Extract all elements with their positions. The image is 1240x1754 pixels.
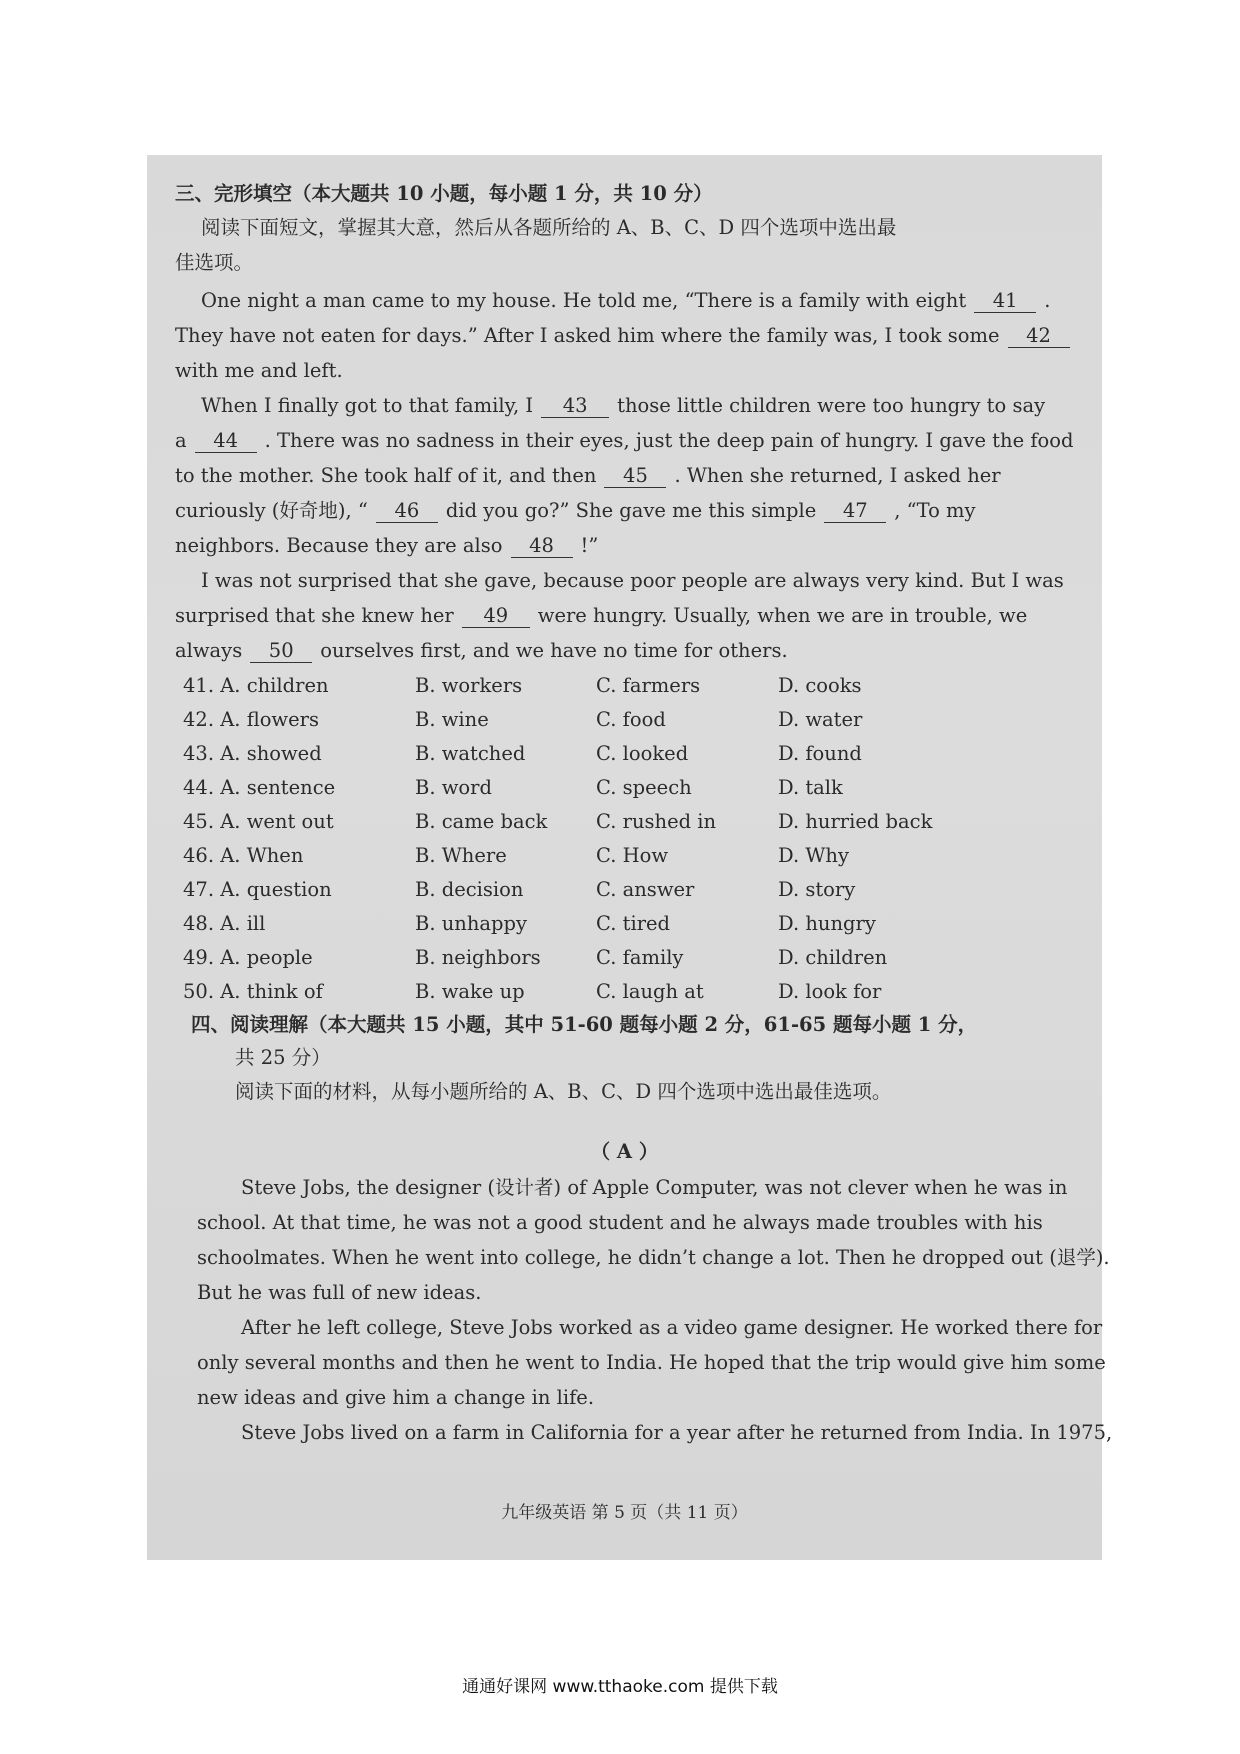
passage-text: They have not eaten for days.” After I asked him where the family was, I took some: [175, 324, 1000, 347]
option-c: C. speech: [596, 776, 692, 799]
option-c: C. rushed in: [596, 810, 717, 833]
blank-47: 47: [824, 500, 886, 523]
passage-line: [175, 603, 1027, 629]
section-4-heading: 四、阅读理解（本大题共 15 小题，其中 51-60 题每小题 2 分，61-65 题每小题 1 分，: [191, 1013, 978, 1036]
blank-42: 42: [1008, 325, 1070, 348]
option-d: D. story: [778, 878, 856, 901]
passage-line: [201, 393, 1045, 419]
option-c: C. food: [596, 708, 666, 731]
passage-text: did you go?” She gave me this simple: [445, 499, 817, 522]
passage-text: I was not surprised that she gave, because poor people are always very kind. But I was: [201, 569, 1064, 592]
reading-text: school. At that time, he was not a good student and he always made troubles with his: [197, 1211, 1043, 1234]
page-number: 九年级英语 第 5 页（共 11 页）: [501, 1503, 748, 1523]
option-a: 41. A. children: [183, 674, 329, 697]
reading-text: But he was full of new ideas.: [197, 1281, 482, 1304]
option-b: B. watched: [415, 742, 526, 765]
passage-line: [175, 323, 1078, 349]
passage-text: were hungry. Usually, when we are in trouble, we: [537, 604, 1028, 627]
option-b: B. wine: [415, 708, 489, 731]
option-d: D. hungry: [778, 912, 876, 935]
option-d: D. talk: [778, 776, 843, 799]
option-b: B. unhappy: [415, 912, 528, 935]
passage-line: One night a man came to my house. He told me, “There is a family with eight 41 .: [201, 289, 1051, 312]
section-4-instruction: 阅读下面的材料，从每小题所给的 A、B、C、D 四个选项中选出最佳选项。: [235, 1080, 892, 1103]
reading-text: only several months and then he went to India. He hoped that the trip would give him some: [197, 1351, 1106, 1374]
blank-46: 46: [376, 500, 438, 523]
option-d: D. found: [778, 742, 862, 765]
passage-text: When I finally got to that family, I: [201, 394, 534, 417]
passage-text: curiously (好奇地), “: [175, 499, 368, 522]
passage-text: a: [175, 429, 187, 452]
option-b: B. workers: [415, 674, 523, 697]
option-a: 44. A. sentence: [183, 776, 336, 799]
passage-line: [175, 498, 976, 524]
passage-text: !”: [580, 534, 599, 557]
option-a: 47. A. question: [183, 878, 332, 901]
option-d: D. children: [778, 946, 888, 969]
option-a: 43. A. showed: [183, 742, 322, 765]
reading-text: After he left college, Steve Jobs worked as a video game designer. He worked there for: [241, 1316, 1103, 1339]
section-3-heading: 三、完形填空（本大题共 10 小题，每小题 1 分，共 10 分）: [175, 182, 713, 205]
section-3-instruction-1: 阅读下面短文，掌握其大意，然后从各题所给的 A、B、C、D 四个选项中选出最: [201, 216, 897, 239]
passage-text: those little children were too hungry to say: [617, 394, 1046, 417]
passage-text: with me and left.: [175, 359, 343, 382]
reading-text: schoolmates. When he went into college, he didn’t change a lot. Then he dropped out (退学).: [197, 1246, 1110, 1269]
exam-page-scan: [147, 155, 1113, 1560]
passage-line: [175, 638, 788, 664]
option-c: C. answer: [596, 878, 695, 901]
reading-text: Steve Jobs, the designer (设计者) of Apple Computer, was not clever when he was in: [241, 1176, 1068, 1199]
blank-48: 48: [511, 535, 573, 558]
passage-text: always: [175, 639, 243, 662]
blank-43: 43: [541, 395, 609, 418]
option-a: 50. A. think of: [183, 980, 323, 1003]
option-c: C. looked: [596, 742, 689, 765]
part-a-label: （ A ）: [590, 1140, 659, 1163]
section-3-instruction-2: 佳选项。: [175, 251, 254, 274]
blank-45: 45: [604, 465, 666, 488]
passage-text: neighbors. Because they are also: [175, 534, 503, 557]
option-c: C. family: [596, 946, 684, 969]
passage-line: [175, 428, 1074, 454]
blank-50: 50: [250, 640, 312, 663]
passage-text: , “To my: [894, 499, 976, 522]
reading-text: Steve Jobs lived on a farm in California for a year after he returned from India. In 1975,: [241, 1421, 1113, 1444]
option-d: D. cooks: [778, 674, 862, 697]
option-a: 48. A. ill: [183, 912, 266, 935]
download-source-note: 通通好课网 www.tthaoke.com 提供下载: [462, 1677, 778, 1697]
option-b: B. word: [415, 776, 492, 799]
option-a: 46. A. When: [183, 844, 304, 867]
option-a: 45. A. went out: [183, 810, 334, 833]
option-c: C. farmers: [596, 674, 701, 697]
passage-text: ourselves first, and we have no time for others.: [320, 639, 788, 662]
passage-text: One night a man came to my house. He told me, “There is a family with eight: [201, 289, 967, 312]
option-d: D. look for: [778, 980, 882, 1003]
option-d: D. water: [778, 708, 863, 731]
option-a: 42. A. flowers: [183, 708, 319, 731]
option-b: B. Where: [415, 844, 507, 867]
option-c: C. laugh at: [596, 980, 704, 1003]
option-b: B. decision: [415, 878, 524, 901]
passage-text: . There was no sadness in their eyes, just the deep pain of hungry. I gave the food: [264, 429, 1074, 452]
option-d: D. hurried back: [778, 810, 933, 833]
passage-text: to the mother. She took half of it, and then: [175, 464, 597, 487]
blank-44: 44: [195, 430, 257, 453]
reading-text: new ideas and give him a change in life.: [197, 1386, 595, 1409]
option-d: D. Why: [778, 844, 849, 867]
passage-line: [175, 463, 1001, 489]
passage-line: [175, 533, 598, 559]
option-a: 49. A. people: [183, 946, 313, 969]
option-b: B. came back: [415, 810, 548, 833]
passage-text: . When she returned, I asked her: [674, 464, 1001, 487]
option-c: C. tired: [596, 912, 671, 935]
blank-49: 49: [462, 605, 530, 628]
option-b: B. wake up: [415, 980, 525, 1003]
section-4-heading-cont: 共 25 分）: [235, 1046, 331, 1069]
blank-41: 41: [974, 290, 1036, 313]
option-c: C. How: [596, 844, 669, 867]
option-b: B. neighbors: [415, 946, 541, 969]
passage-text: surprised that she knew her: [175, 604, 454, 627]
